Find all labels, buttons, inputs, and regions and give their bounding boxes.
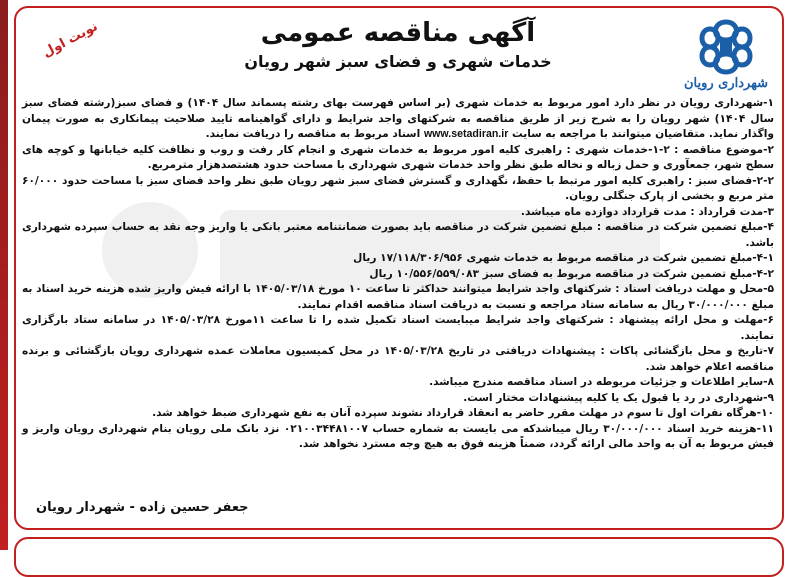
paragraph-8: ۵-محل و مهلت دریافت اسناد : شرکتهای واجد شرایط میتوانند حداکثر تا ساعت ۱۰ مورخ ۱۴۰۵/۰۳/۱۸ با ارائه فیش واریز شده هزینه خرید اسناد به مبلغ ۳۰/۰۰۰/۰۰۰ ریال به سامانه ستاد مراجعه و نسبت به دریافت اسناد مناقصه اقدام نمایند.: [22, 283, 775, 311]
ad-header: [28, 12, 776, 92]
paragraph-5: ۴-مبلغ تضمین شرکت در مناقصه : مبلغ تضمین شرکت در مناقصه باید بصورت ضمانتنامه معتبر بانکی یا واریز وجه نقد به حساب سپرده شهرداری باشد.: [22, 221, 774, 249]
paragraph-1-tail: اسناد مربوط به مناقصه را دریافت نمایند.: [205, 128, 421, 140]
signature: جعفر حسین زاده - شهردار رویان: [36, 500, 249, 515]
flower-logo-icon: [690, 16, 762, 78]
turn-badge: نوبت اول: [40, 19, 101, 61]
ad-title: آگهی مناقصه عمومی: [260, 18, 536, 48]
paragraph-7: ۴-۲-مبلغ تضمین شرکت در مناقصه مربوط به فضای سبز ۱۰/۵۵۶/۵۵۹/۰۸۳ ریال: [369, 267, 774, 280]
paragraph-10: ۷-تاریخ و محل بازگشائی پاکات : پیشنهادات دریافتی در تاریخ ۱۴۰۵/۰۳/۲۸ در محل کمیسیون معاملات عمده شهرداری رویان بازگشائی و برنده مناقصه اعلام خواهد شد.: [22, 345, 774, 373]
left-edge-strip: [0, 0, 8, 550]
municipality-logo: [680, 16, 772, 100]
paragraph-3: ۲-۲-فضای سبز : راهبری کلیه امور مرتبط با حفظ، نگهداری و گسترش فضای سبز شهر رویان طبق نظر واحد فضای سبز با مساحت حدود ۶۰/۰۰۰ متر مربع و بخشی از پارک جنگلی رویان.: [22, 174, 774, 202]
next-ad-frame: [14, 537, 784, 577]
paragraph-14: ۱۱-هزینه خرید اسناد ۳۰/۰۰۰/۰۰۰ ریال میباشدکه می بایست به شماره حساب ۰۲۱۰۰۳۴۴۸۱۰۰۷ نزد بانک ملی رویان بنام شهرداری رویان واریز و فیش مربوط به آن به واحد مالی ارائه گردد، ضمناً هزینه فوق به هیچ وجه مسترد نخواهد شد.: [22, 422, 774, 450]
ad-body: [22, 96, 774, 453]
paragraph-1: [22, 96, 774, 143]
paragraph-2: ۲-موضوع مناقصه : ۲-۱-خدمات شهری : راهبری کلیه امور مربوط به خدمات شهری و انجام کار رفت و روب و نظافت کلیه خیابانها و کوچه های سطح شهر، جمعآوری و حمل زباله و نخاله طبق نظر واحد خدمات شهری شهرداری با مساحت حدود هشتصدهزار مترمربع.: [22, 143, 774, 171]
setadiran-link[interactable]: www.setadiran.ir: [423, 128, 509, 140]
ad-subtitle: خدمات شهری و فضای سبز شهر رویان: [244, 52, 552, 71]
title-block: [178, 16, 618, 74]
paragraph-11: ۸-سایر اطلاعات و جزئیات مربوطه در اسناد مناقصه مندرج میباشد.: [429, 376, 774, 388]
paragraph-4: ۳-مدت قرارداد : مدت قرارداد دوازده ماه میباشد.: [520, 205, 774, 218]
paragraph-12: ۹-شهرداری در رد یا قبول یک یا کلیه پیشنهادات مختار است.: [463, 391, 774, 404]
logo-caption: شهرداری رویان: [683, 76, 769, 91]
paragraph-1-text: ۱-شهرداری رویان در نظر دارد امور مربوط به خدمات شهری (بر اساس فهرست بهای رشته پسماند سال ۱۴۰۴) و فضای سبز(رشته فضای سبز سال ۱۴۰۴) شهر رویان را به شرح زیر از طریق مناقصه به شرکتهای واجد شرایط و دارای گواهینامه تایید صلاحیت پیمانکاری به صورت پیمان واگذار نماید. متقاضیان میتوانند با مراجعه به سایت: [22, 97, 774, 140]
paragraph-9: ۶-مهلت و محل ارائه پیشنهاد : شرکتهای واجد شرایط میبایست اسناد تکمیل شده را تا ساعت ۱۱مورخ ۱۴۰۵/۰۳/۲۸ در سامانه ستاد بارگزاری نمایند.: [22, 314, 775, 342]
paragraph-6: ۴-۱-مبلغ تضمین شرکت در مناقصه مربوط به خدمات شهری ۱۷/۱۱۸/۳۰۶/۹۵۶ ریال: [353, 252, 774, 264]
paragraph-13: ۱۰-هرگاه نفرات اول تا سوم در مهلت مقرر حاضر به انعقاد قرارداد نشوند سپرده آنان به نفع شهرداری ضبط خواهد شد.: [152, 407, 774, 419]
